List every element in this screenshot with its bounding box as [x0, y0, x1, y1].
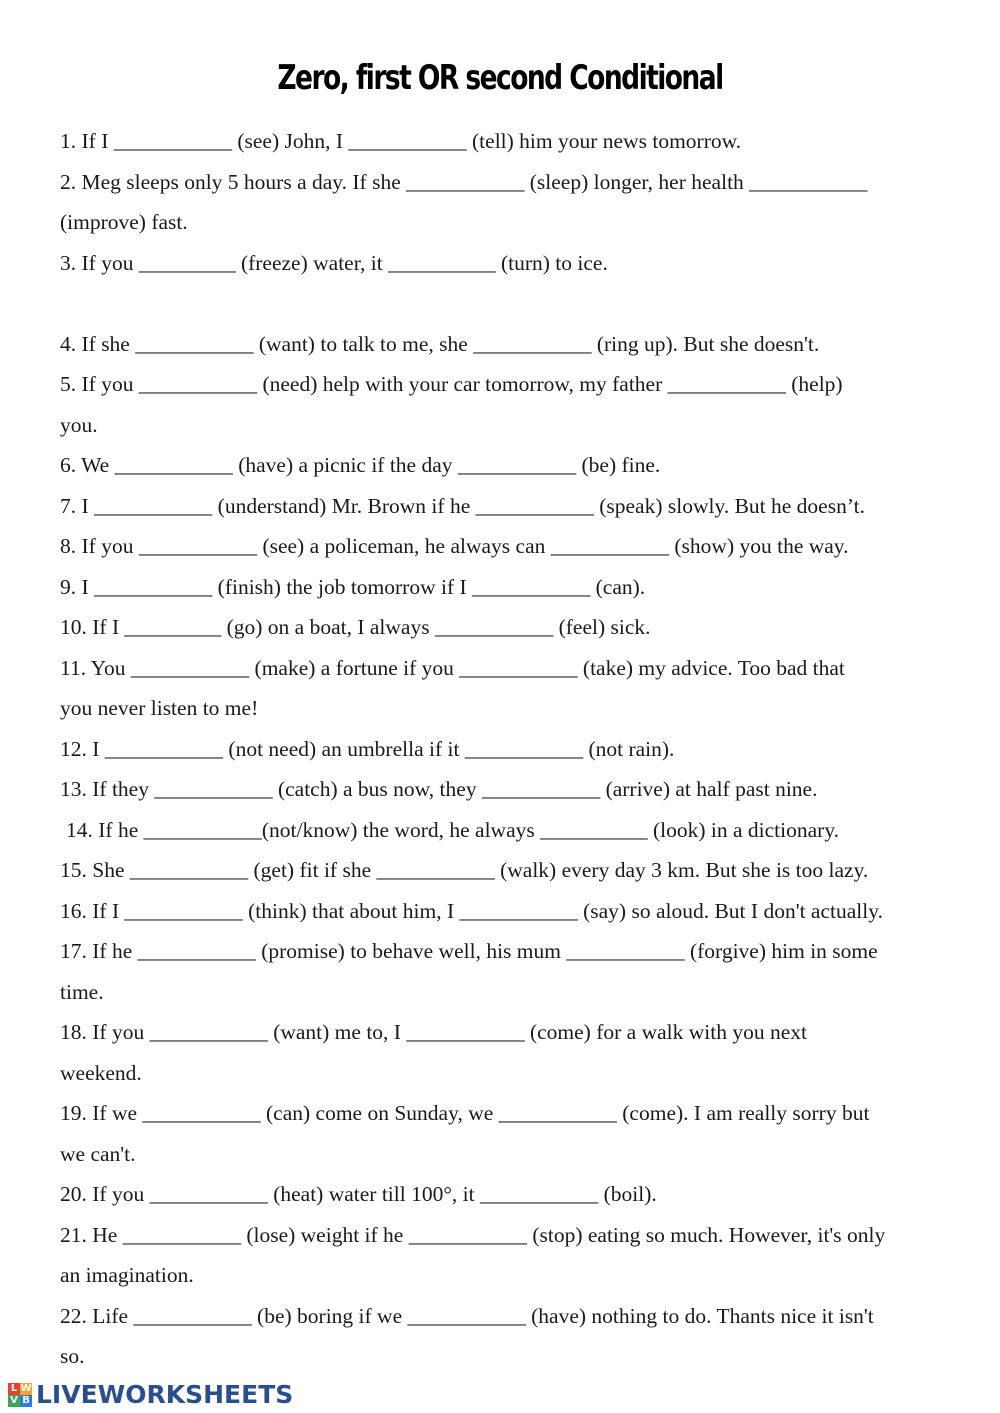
- exercise-line-5-cont: you.: [60, 412, 98, 437]
- exercise-line-19-cont: we can't.: [60, 1141, 136, 1166]
- exercise-line-9: 9. I ___________ (finish) the job tomorrow if I ___________ (can).: [60, 574, 646, 599]
- liveworksheets-logo-icon: [8, 1383, 32, 1407]
- exercise-line-21-cont: an imagination.: [60, 1263, 194, 1287]
- exercise-list: [60, 121, 965, 1377]
- exercise-line-2: 2. Meg sleeps only 5 hours a day. If she ___________ (sleep) longer, her health ___________: [60, 169, 868, 194]
- exercise-line-18-cont: weekend.: [60, 1060, 142, 1085]
- logo-letter-b: B: [20, 1395, 32, 1407]
- liveworksheets-footer[interactable]: [8, 1380, 293, 1409]
- logo-letter-l: L: [8, 1383, 20, 1395]
- exercise-line-15: 15. She ___________ (get) fit if she ___________ (walk) every day 3 km. But she is too lazy.: [60, 858, 869, 882]
- logo-letter-w: W: [20, 1382, 32, 1394]
- exercise-line-17-cont: time.: [60, 979, 104, 1004]
- exercise-line-22: 22. Life ___________ (be) boring if we ___________ (have) nothing to do. Thants nice it isn't: [60, 1303, 874, 1328]
- exercise-line-4: 4. If she ___________ (want) to talk to me, she ___________ (ring up). But she doesn't.: [60, 331, 820, 356]
- exercise-line-17: 17. If he ___________ (promise) to behave well, his mum ___________ (forgive) him in some: [60, 939, 878, 963]
- exercise-line-10: 10. If I _________ (go) on a boat, I always ___________ (feel) sick.: [60, 615, 651, 639]
- exercise-line-14: 14. If he ___________(not/know) the word, he always __________ (look) in a dictionary.: [66, 817, 840, 842]
- worksheet-title: Zero, first OR second Conditional: [277, 58, 723, 98]
- exercise-line-11-cont: you never listen to me!: [60, 696, 259, 720]
- liveworksheets-brand: LIVEWORKSHEETS: [36, 1380, 294, 1409]
- exercise-line-11: 11. You ___________ (make) a fortune if you ___________ (take) my advice. Too bad that: [60, 655, 845, 680]
- exercise-line-6: 6. We ___________ (have) a picnic if the day ___________ (be) fine.: [60, 453, 661, 477]
- exercise-line-21: 21. He ___________ (lose) weight if he ___________ (stop) eating so much. However, it's only: [60, 1222, 886, 1247]
- exercise-line-8: 8. If you ___________ (see) a policeman, he always can ___________ (show) you the way.: [60, 534, 849, 558]
- exercise-line-13: 13. If they ___________ (catch) a bus now, they ___________ (arrive) at half past nine.: [60, 777, 818, 801]
- exercise-line-1: 1. If I ___________ (see) John, I ___________ (tell) him your news tomorrow.: [60, 129, 742, 153]
- exercise-line-3: 3. If you _________ (freeze) water, it __________ (turn) to ice.: [60, 250, 608, 275]
- exercise-line-16: 16. If I ___________ (think) that about him, I ___________ (say) so aloud. But I don't actually.: [60, 898, 883, 923]
- exercise-line-22-cont: so.: [60, 1344, 85, 1368]
- exercise-line-2-cont: (improve) fast.: [60, 210, 188, 234]
- spacer-line: [60, 283, 965, 324]
- exercise-line-20: 20. If you ___________ (heat) water till 100°, it ___________ (boil).: [60, 1182, 657, 1206]
- exercise-line-12: 12. I ___________ (not need) an umbrella if it ___________ (not rain).: [60, 736, 675, 761]
- exercise-line-18: 18. If you ___________ (want) me to, I ___________ (come) for a walk with you next: [60, 1020, 807, 1044]
- exercise-line-7: 7. I ___________ (understand) Mr. Brown if he ___________ (speak) slowly. But he doesn’t.: [60, 493, 865, 518]
- exercise-line-5: 5. If you ___________ (need) help with your car tomorrow, my father ___________ (help): [60, 372, 843, 396]
- logo-letter-v: V: [8, 1395, 20, 1407]
- exercise-line-19: 19. If we ___________ (can) come on Sunday, we ___________ (come). I am really sorry but: [60, 1101, 870, 1125]
